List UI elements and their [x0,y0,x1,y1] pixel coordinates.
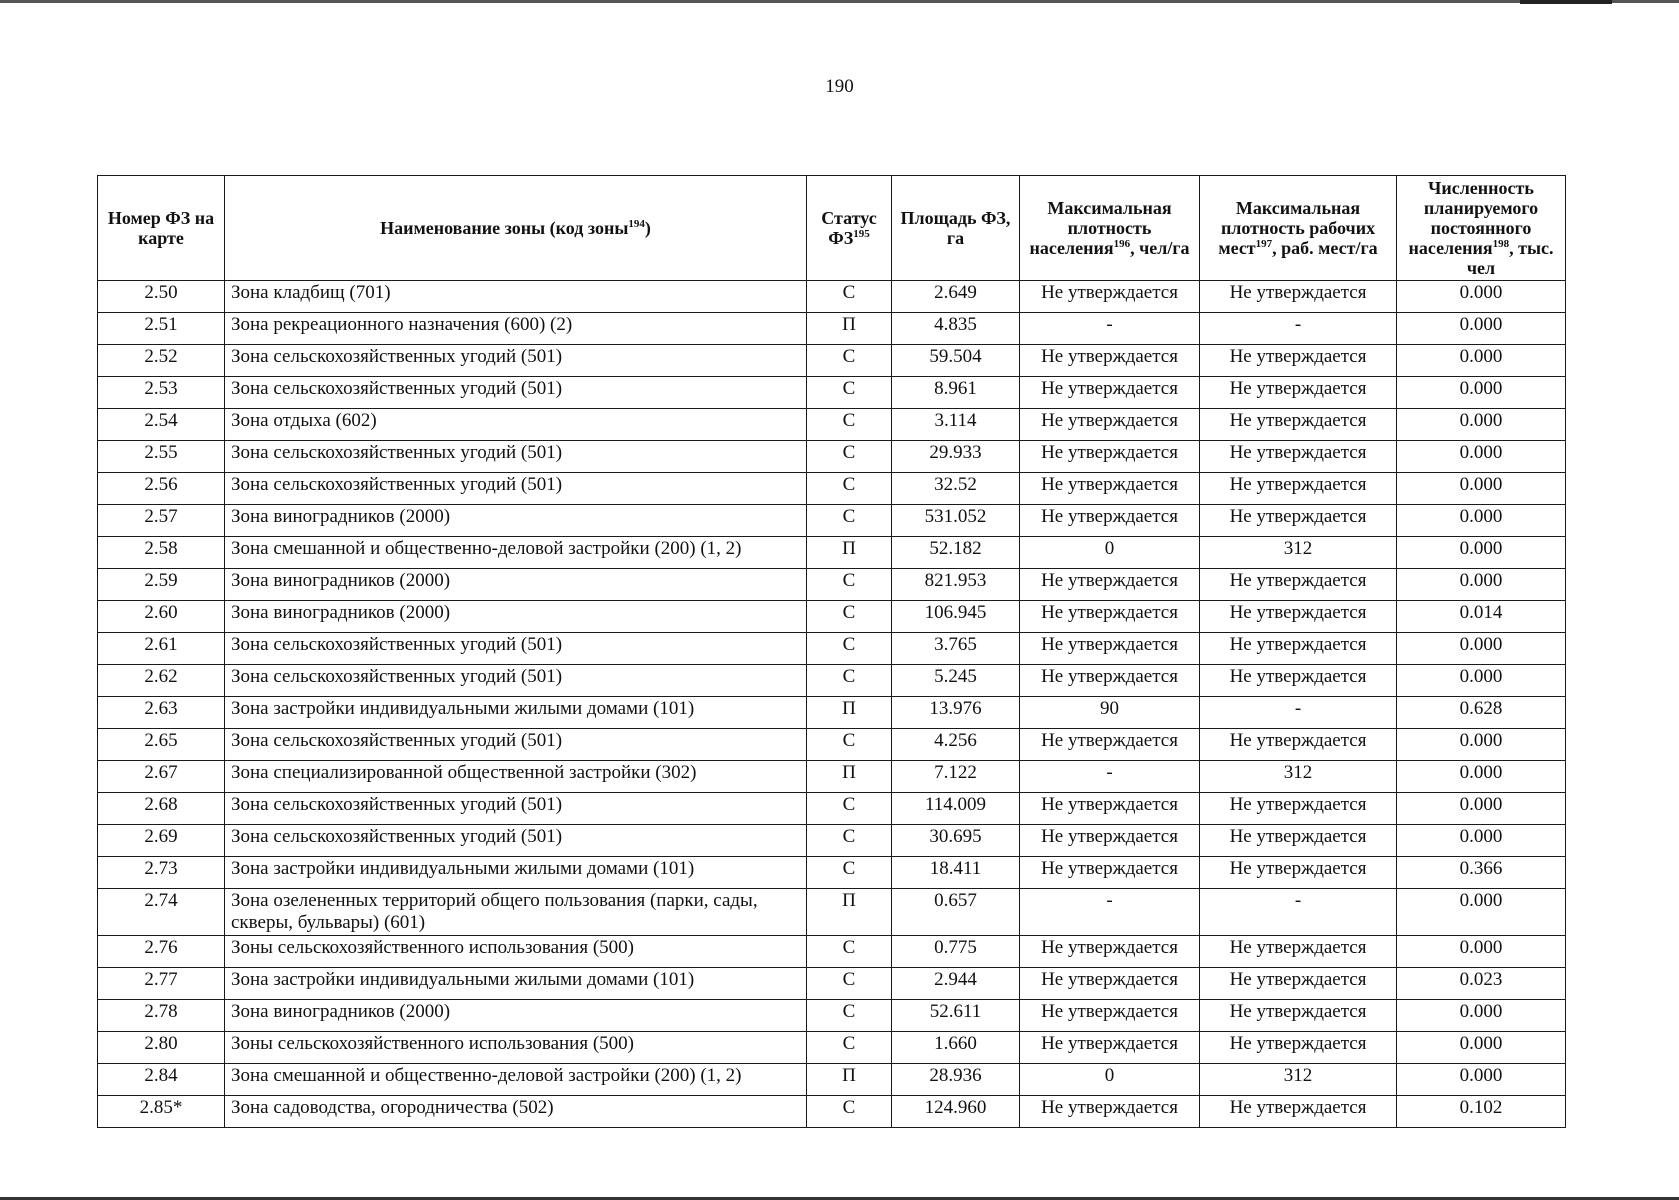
zone-number-cell: 2.58 [98,537,225,569]
job-density-cell: Не утверждается [1200,1032,1397,1064]
status-cell: П [807,697,892,729]
pop-density-cell: Не утверждается [1020,505,1200,537]
header-area-label: Площадь ФЗ, га [900,208,1011,248]
zone-number-cell: 2.73 [98,857,225,889]
population-cell: 0.000 [1397,473,1566,505]
area-cell: 59.504 [892,345,1020,377]
zone-number-cell: 2.61 [98,633,225,665]
header-zone-name-tail: ) [644,218,651,238]
job-density-cell: Не утверждается [1200,601,1397,633]
zone-number-cell: 2.78 [98,1000,225,1032]
pop-density-cell: Не утверждается [1020,793,1200,825]
zone-name-cell: Зона виноградников (2000) [225,569,807,601]
zone-number-cell: 2.68 [98,793,225,825]
header-status-label: Статус ФЗ [821,208,877,248]
zone-name-cell: Зона озелененных территорий общего пользования (парки, сады, скверы, бульвары) (601) [225,889,807,936]
area-cell: 106.945 [892,601,1020,633]
job-density-cell: Не утверждается [1200,441,1397,473]
zone-name-cell: Зона специализированной общественной застройки (302) [225,761,807,793]
header-job-density-tail: , раб. мест/га [1272,238,1378,258]
header-job-density-label: Максимальная плотность рабочих мест [1218,198,1376,258]
zone-name-cell: Зоны сельскохозяйственного использования (500) [225,1032,807,1064]
job-density-cell: Не утверждается [1200,825,1397,857]
zone-name-cell: Зона сельскохозяйственных угодий (501) [225,345,807,377]
table-row [98,697,1566,729]
header-zone-number-label: Номер ФЗ на карте [107,208,215,248]
table-row [98,377,1566,409]
zone-number-cell: 2.59 [98,569,225,601]
status-cell: П [807,761,892,793]
pop-density-cell: Не утверждается [1020,1032,1200,1064]
zone-number-cell: 2.74 [98,889,225,936]
job-density-cell: Не утверждается [1200,936,1397,968]
table-row [98,1064,1566,1096]
status-cell: С [807,633,892,665]
pop-density-cell: Не утверждается [1020,1000,1200,1032]
job-density-cell: Не утверждается [1200,505,1397,537]
status-cell: С [807,968,892,1000]
pop-density-cell: - [1020,313,1200,345]
status-cell: П [807,889,892,936]
job-density-cell: Не утверждается [1200,281,1397,313]
zone-number-cell: 2.50 [98,281,225,313]
table-row [98,857,1566,889]
zones-table [97,175,1566,1128]
table-row [98,505,1566,537]
job-density-cell: Не утверждается [1200,633,1397,665]
pop-density-cell: Не утверждается [1020,1096,1200,1128]
zone-name-cell: Зона смешанной и общественно-деловой застройки (200) (1, 2) [225,537,807,569]
header-pop-density-label: Максимальная плотность населения [1029,198,1172,258]
header-status [807,176,892,281]
table-row [98,793,1566,825]
pop-density-cell: - [1020,761,1200,793]
zone-number-cell: 2.65 [98,729,225,761]
status-cell: С [807,1000,892,1032]
status-cell: С [807,1096,892,1128]
status-cell: С [807,569,892,601]
table-row [98,761,1566,793]
table-row [98,825,1566,857]
area-cell: 5.245 [892,665,1020,697]
status-cell: С [807,936,892,968]
zone-number-cell: 2.67 [98,761,225,793]
zone-name-cell: Зона сельскохозяйственных угодий (501) [225,665,807,697]
population-cell: 0.000 [1397,505,1566,537]
area-cell: 8.961 [892,377,1020,409]
zone-name-cell: Зоны сельскохозяйственного использования (500) [225,936,807,968]
population-cell: 0.000 [1397,793,1566,825]
pop-density-cell: Не утверждается [1020,633,1200,665]
table-row [98,441,1566,473]
area-cell: 28.936 [892,1064,1020,1096]
status-cell: С [807,665,892,697]
area-cell: 52.182 [892,537,1020,569]
table-row [98,729,1566,761]
area-cell: 32.52 [892,473,1020,505]
area-cell: 52.611 [892,1000,1020,1032]
job-density-cell: - [1200,697,1397,729]
status-cell: П [807,1064,892,1096]
population-cell: 0.000 [1397,281,1566,313]
pop-density-cell: 90 [1020,697,1200,729]
area-cell: 18.411 [892,857,1020,889]
zone-number-cell: 2.69 [98,825,225,857]
pop-density-cell: Не утверждается [1020,441,1200,473]
population-cell: 0.628 [1397,697,1566,729]
zone-name-cell: Зона сельскохозяйственных угодий (501) [225,729,807,761]
table-row [98,569,1566,601]
job-density-cell: 312 [1200,1064,1397,1096]
status-cell: С [807,441,892,473]
area-cell: 3.765 [892,633,1020,665]
zone-number-cell: 2.62 [98,665,225,697]
header-zone-name [225,176,807,281]
status-cell: П [807,313,892,345]
table-row [98,473,1566,505]
area-cell: 124.960 [892,1096,1020,1128]
population-cell: 0.000 [1397,936,1566,968]
population-cell: 0.000 [1397,537,1566,569]
zone-number-cell: 2.55 [98,441,225,473]
pop-density-cell: Не утверждается [1020,936,1200,968]
population-cell: 0.023 [1397,968,1566,1000]
area-cell: 4.835 [892,313,1020,345]
zone-name-cell: Зона кладбищ (701) [225,281,807,313]
job-density-cell: 312 [1200,761,1397,793]
area-cell: 1.660 [892,1032,1020,1064]
job-density-cell: Не утверждается [1200,569,1397,601]
population-cell: 0.000 [1397,825,1566,857]
header-area [892,176,1020,281]
status-cell: С [807,857,892,889]
population-cell: 0.366 [1397,857,1566,889]
status-cell: С [807,505,892,537]
zone-number-cell: 2.85* [98,1096,225,1128]
area-cell: 13.976 [892,697,1020,729]
population-cell: 0.000 [1397,665,1566,697]
zone-number-cell: 2.84 [98,1064,225,1096]
zone-name-cell: Зона виноградников (2000) [225,505,807,537]
job-density-cell: Не утверждается [1200,377,1397,409]
header-zone-name-label: Наименование зоны (код зоны [380,218,629,238]
pop-density-cell: 0 [1020,1064,1200,1096]
table-row [98,968,1566,1000]
table-row [98,409,1566,441]
pop-density-cell: Не утверждается [1020,473,1200,505]
pop-density-cell: Не утверждается [1020,377,1200,409]
population-cell: 0.000 [1397,633,1566,665]
status-cell: С [807,281,892,313]
pop-density-cell: Не утверждается [1020,409,1200,441]
area-cell: 4.256 [892,729,1020,761]
status-cell: С [807,793,892,825]
population-cell: 0.000 [1397,377,1566,409]
footnote-ref: 197 [1255,238,1273,250]
job-density-cell: Не утверждается [1200,729,1397,761]
status-cell: С [807,729,892,761]
population-cell: 0.000 [1397,1032,1566,1064]
header-job-density [1200,176,1397,281]
population-cell: 0.014 [1397,601,1566,633]
pop-density-cell: Не утверждается [1020,729,1200,761]
table-row [98,889,1566,936]
table-row [98,537,1566,569]
job-density-cell: Не утверждается [1200,857,1397,889]
status-cell: С [807,409,892,441]
area-cell: 2.944 [892,968,1020,1000]
area-cell: 2.649 [892,281,1020,313]
area-cell: 29.933 [892,441,1020,473]
zone-name-cell: Зона сельскохозяйственных угодий (501) [225,633,807,665]
table-row [98,345,1566,377]
zone-number-cell: 2.80 [98,1032,225,1064]
footnote-ref: 198 [1492,238,1510,250]
header-population [1397,176,1566,281]
job-density-cell: - [1200,313,1397,345]
header-population-tail: , тыс. чел [1466,238,1554,278]
job-density-cell: Не утверждается [1200,793,1397,825]
area-cell: 7.122 [892,761,1020,793]
zone-name-cell: Зона сельскохозяйственных угодий (501) [225,825,807,857]
job-density-cell: Не утверждается [1200,409,1397,441]
zone-name-cell: Зона сельскохозяйственных угодий (501) [225,377,807,409]
zone-name-cell: Зона сельскохозяйственных угодий (501) [225,793,807,825]
population-cell: 0.000 [1397,441,1566,473]
job-density-cell: Не утверждается [1200,1000,1397,1032]
population-cell: 0.000 [1397,729,1566,761]
area-cell: 531.052 [892,505,1020,537]
zone-number-cell: 2.63 [98,697,225,729]
status-cell: С [807,1032,892,1064]
pop-density-cell: Не утверждается [1020,857,1200,889]
status-cell: С [807,345,892,377]
area-cell: 821.953 [892,569,1020,601]
table-row [98,1032,1566,1064]
pop-density-cell: Не утверждается [1020,281,1200,313]
zone-name-cell: Зона садоводства, огородничества (502) [225,1096,807,1128]
job-density-cell: Не утверждается [1200,345,1397,377]
population-cell: 0.000 [1397,569,1566,601]
population-cell: 0.000 [1397,889,1566,936]
zone-number-cell: 2.52 [98,345,225,377]
zone-name-cell: Зона застройки индивидуальными жилыми домами (101) [225,968,807,1000]
table-row [98,601,1566,633]
header-population-label: Численность планируемого постоянного населения [1408,178,1539,258]
status-cell: П [807,537,892,569]
zone-name-cell: Зона отдыха (602) [225,409,807,441]
zone-number-cell: 2.53 [98,377,225,409]
job-density-cell: Не утверждается [1200,665,1397,697]
pop-density-cell: Не утверждается [1020,665,1200,697]
zone-name-cell: Зона застройки индивидуальными жилыми домами (101) [225,857,807,889]
pop-density-cell: Не утверждается [1020,601,1200,633]
table-row [98,281,1566,313]
job-density-cell: Не утверждается [1200,1096,1397,1128]
footnote-ref: 195 [853,228,870,240]
scan-mark [1520,0,1612,4]
status-cell: С [807,473,892,505]
zone-number-cell: 2.54 [98,409,225,441]
header-zone-number [98,176,225,281]
table-row [98,1096,1566,1128]
zone-name-cell: Зона застройки индивидуальными жилыми домами (101) [225,697,807,729]
header-pop-density [1020,176,1200,281]
zone-name-cell: Зона смешанной и общественно-деловой застройки (200) (1, 2) [225,1064,807,1096]
zone-number-cell: 2.56 [98,473,225,505]
status-cell: С [807,377,892,409]
pop-density-cell: Не утверждается [1020,345,1200,377]
table-row [98,665,1566,697]
population-cell: 0.000 [1397,1064,1566,1096]
table-row [98,313,1566,345]
scan-edge-top [0,0,1679,3]
pop-density-cell: Не утверждается [1020,569,1200,601]
zone-number-cell: 2.76 [98,936,225,968]
table-row [98,633,1566,665]
population-cell: 0.102 [1397,1096,1566,1128]
job-density-cell: 312 [1200,537,1397,569]
table-body [98,281,1566,1128]
job-density-cell: Не утверждается [1200,968,1397,1000]
job-density-cell: Не утверждается [1200,473,1397,505]
zone-name-cell: Зона рекреационного назначения (600) (2) [225,313,807,345]
zone-name-cell: Зона сельскохозяйственных угодий (501) [225,473,807,505]
population-cell: 0.000 [1397,313,1566,345]
status-cell: С [807,825,892,857]
zone-name-cell: Зона сельскохозяйственных угодий (501) [225,441,807,473]
header-pop-density-tail: , чел/га [1130,238,1190,258]
population-cell: 0.000 [1397,409,1566,441]
population-cell: 0.000 [1397,1000,1566,1032]
footnote-ref: 194 [628,218,645,230]
zone-number-cell: 2.57 [98,505,225,537]
footnote-ref: 196 [1113,238,1131,250]
zone-name-cell: Зона виноградников (2000) [225,1000,807,1032]
pop-density-cell: 0 [1020,537,1200,569]
pop-density-cell: Не утверждается [1020,968,1200,1000]
area-cell: 0.775 [892,936,1020,968]
population-cell: 0.000 [1397,345,1566,377]
status-cell: С [807,601,892,633]
table-header-row [98,176,1566,281]
area-cell: 114.009 [892,793,1020,825]
area-cell: 3.114 [892,409,1020,441]
table-row [98,936,1566,968]
population-cell: 0.000 [1397,761,1566,793]
pop-density-cell: - [1020,889,1200,936]
job-density-cell: - [1200,889,1397,936]
zone-name-cell: Зона виноградников (2000) [225,601,807,633]
zone-number-cell: 2.51 [98,313,225,345]
page-number: 190 [825,76,854,97]
zone-number-cell: 2.60 [98,601,225,633]
pop-density-cell: Не утверждается [1020,825,1200,857]
area-cell: 30.695 [892,825,1020,857]
zone-number-cell: 2.77 [98,968,225,1000]
table-row [98,1000,1566,1032]
area-cell: 0.657 [892,889,1020,936]
